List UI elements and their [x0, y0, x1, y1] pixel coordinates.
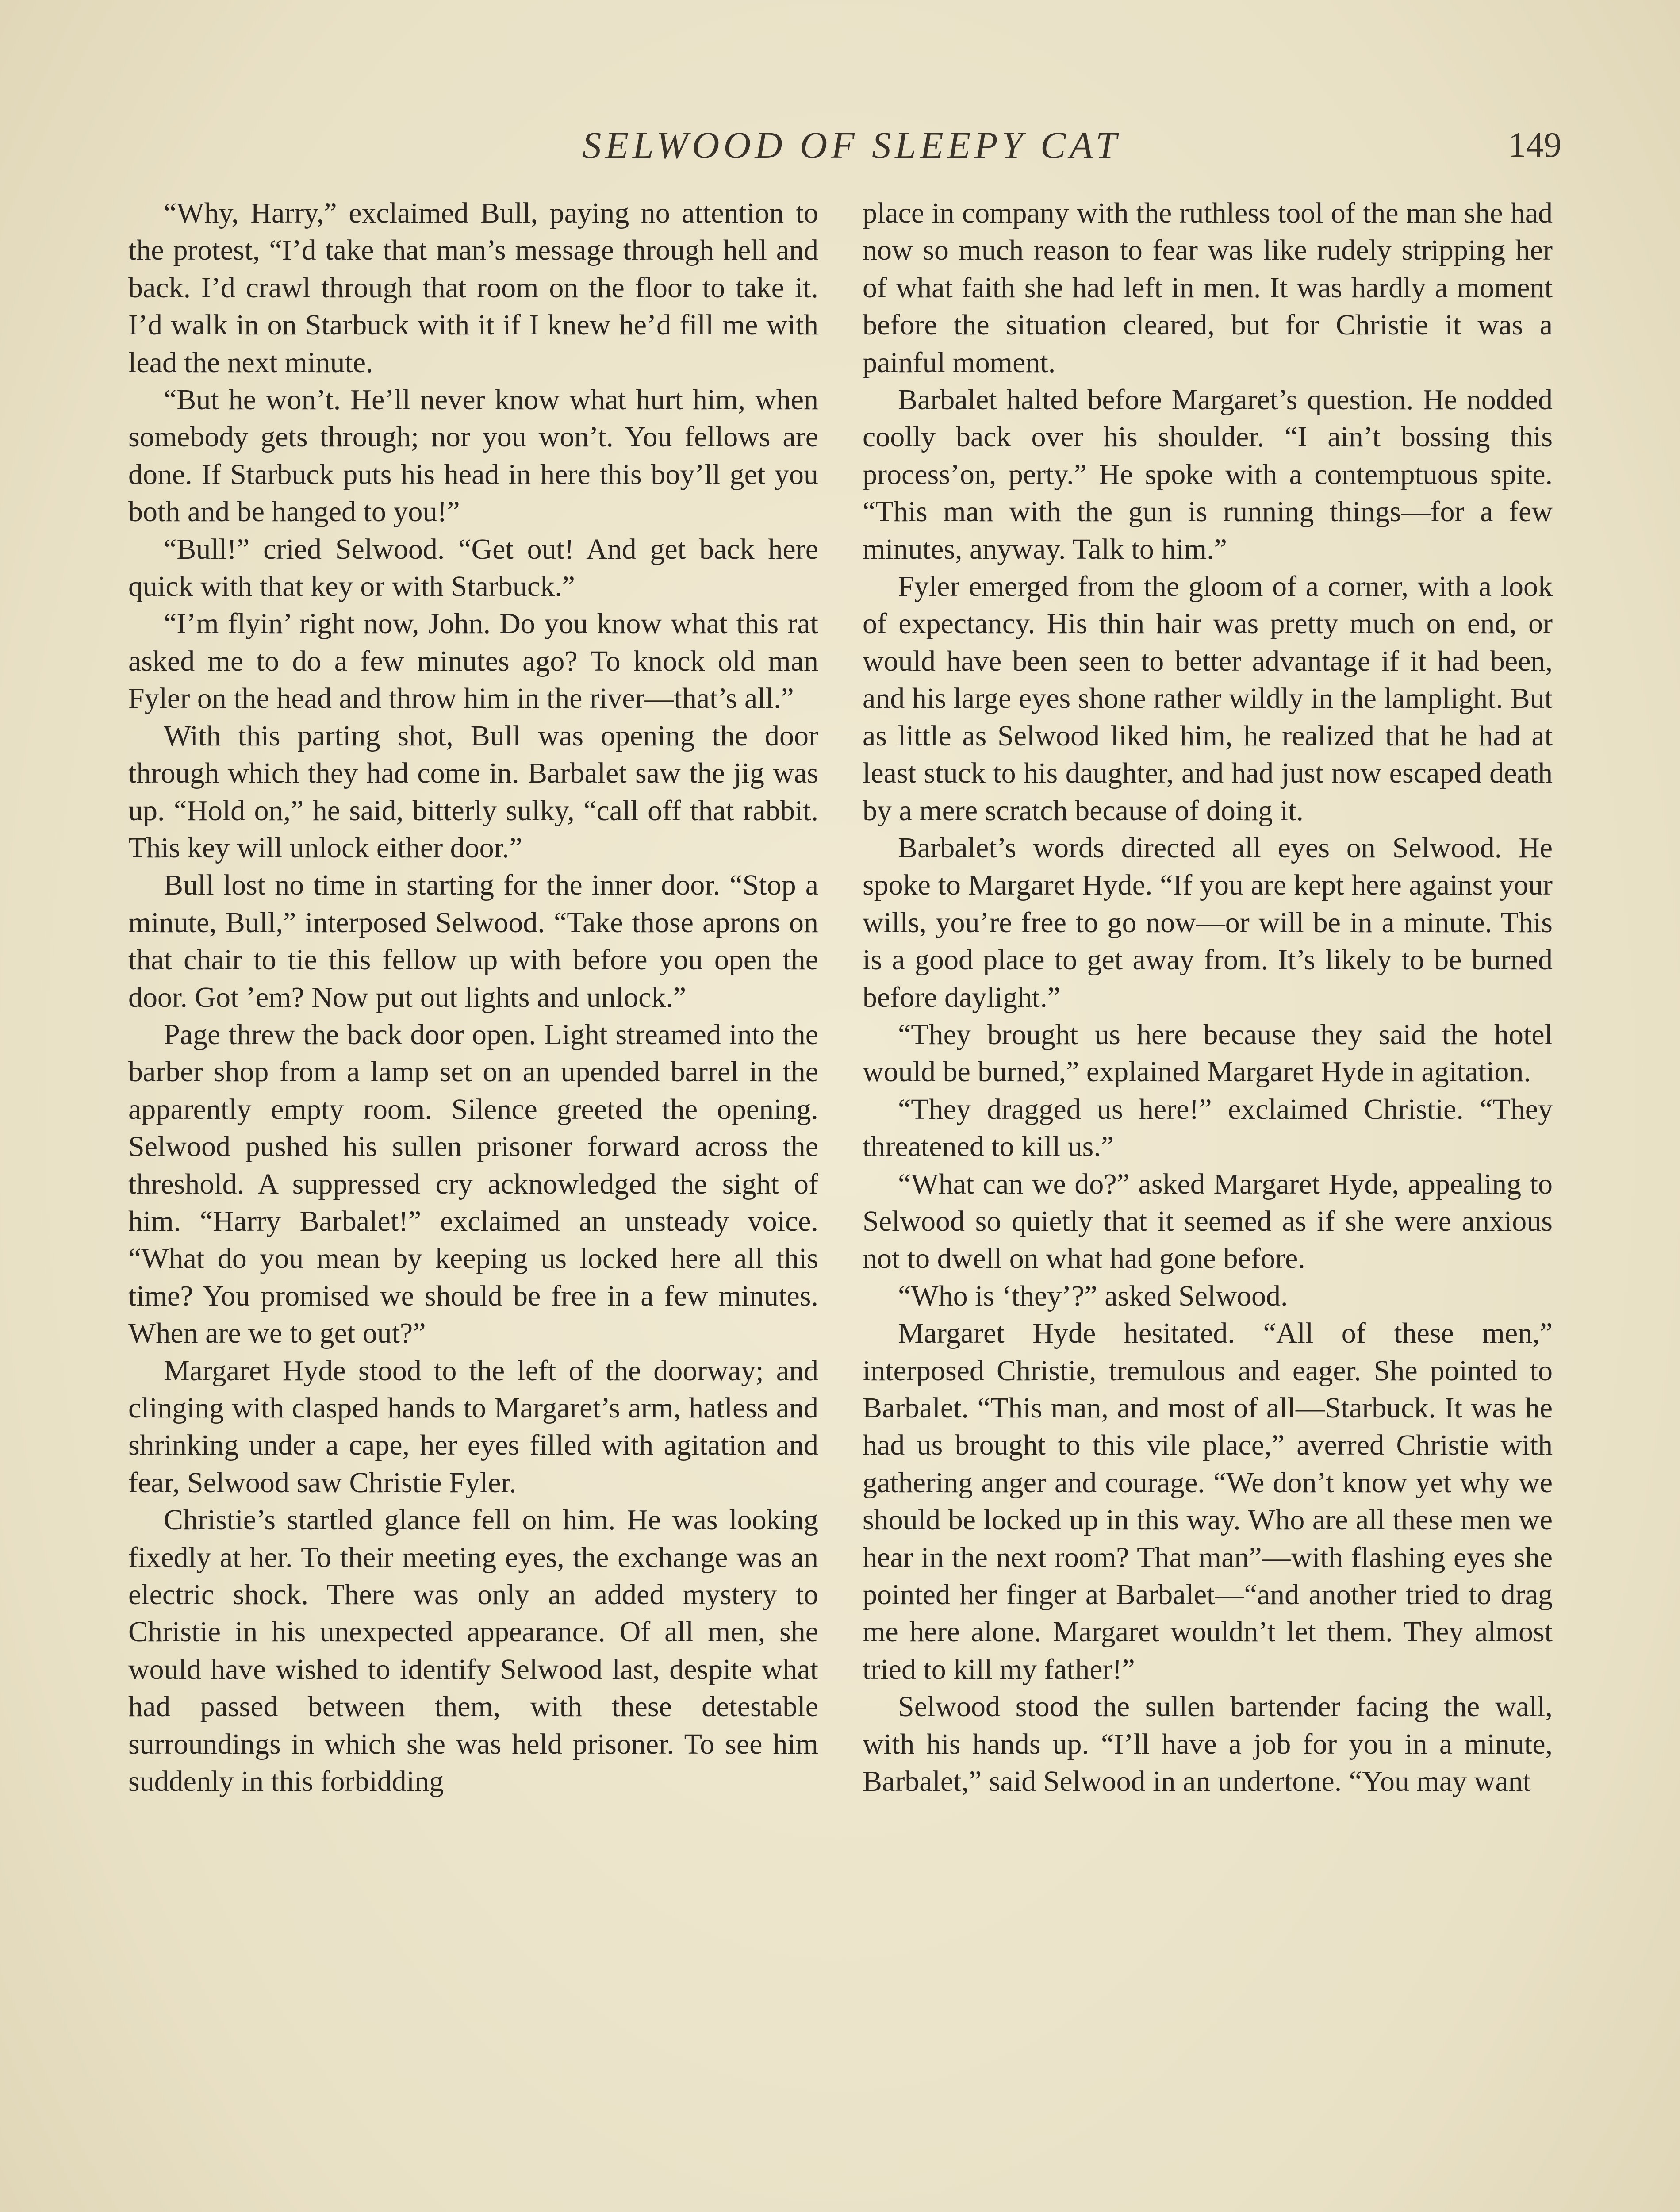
- paragraph: Fyler emerged from the gloom of a corner, with a look of expectancy. His thin hair was pretty much on end, or would have been seen to better advantage if it had been, and his large eyes shone rather wildly in the lamplight. But as little as Selwood liked him, he realized that he had at least stuck to his daughter, and had just now escaped death by a mere scratch because of doing it.: [863, 570, 1553, 827]
- paragraph: Barbalet halted before Margaret’s question. He nodded coolly back over his shoulder. “I ain’t bossing this process’on, perty.” He spoke with a contemptuous spite. “This man with the gun is running things—for a few minutes, anyway. Talk to him.”: [863, 384, 1553, 565]
- paragraph: Margaret Hyde stood to the left of the doorway; and clinging with clasped hands to Margaret’s arm, hatless and shrinking under a cape, her eyes filled with agitation and fear, Selwood saw Christie Fyler.: [128, 1354, 818, 1499]
- right-text-column: [863, 195, 1553, 2212]
- paragraph: Barbalet’s words directed all eyes on Selwood. He spoke to Margaret Hyde. “If you are kept here against your wills, you’re free to go now—or will be in a minute. This is a good place to get away from. It’s likely to be burned before daylight.”: [863, 831, 1553, 1014]
- paragraph: Selwood stood the sullen bartender facing the wall, with his hands up. “I’ll have a job for you in a minute, Barbalet,” said Selwood in an undertone. “You may want: [863, 1690, 1553, 1798]
- paragraph: “What can we do?” asked Margaret Hyde, appealing to Selwood so quietly that it seemed as if she were anxious not to dwell on what had gone before.: [863, 1167, 1553, 1275]
- paragraph: “Bull!” cried Selwood. “Get out! And get back here quick with that key or with Starbuck.”: [128, 533, 818, 603]
- paragraph: “They brought us here because they said the hotel would be burned,” explained Margaret Hyde in agitation.: [863, 1018, 1553, 1088]
- continued-paragraph: place in company with the ruthless tool of the man she had now so much reason to fear was like rudely stripping her of what faith she had left in men. It was hardly a moment before the situation cleared, but for Christie it was a painful moment.: [863, 197, 1553, 379]
- paragraph: “But he won’t. He’ll never know what hurt him, when somebody gets through; nor you won’t. You fellows are done. If Starbuck puts his head in here this boy’ll get you both and be hanged to you!”: [128, 384, 818, 528]
- running-title: SELWOOD OF SLEEPY CAT: [582, 124, 1121, 166]
- paragraph: “They dragged us here!” exclaimed Christie. “They threatened to kill us.”: [863, 1093, 1553, 1163]
- paragraph: “I’m flyin’ right now, John. Do you know what this rat asked me to do a few minutes ago? To knock old man Fyler on the head and throw him in the river—that’s all.”: [128, 607, 818, 715]
- paragraph: Page threw the back door open. Light streamed into the barber shop from a lamp set on an upended barrel in the apparently empty room. Silence greeted the opening. Selwood pushed his sullen prisoner forward across the threshold. A suppressed cry acknowledged the sight of him. “Harry Barbalet!” exclaimed an unsteady voice. “What do you mean by keeping us locked here all this time? You promised we should be free in a few minutes. When are we to get out?”: [128, 1018, 818, 1350]
- paragraph: Margaret Hyde hesitated. “All of these men,” interposed Christie, tremulous and eager. She pointed to Barbalet. “This man, and most of all—Starbuck. It was he had us brought to this vile place,” averred Christie with gathering anger and courage. “We don’t know yet why we should be locked up in this way. Who are all these men we hear in the next room? That man”—with flashing eyes she pointed her finger at Barbalet—“and another tried to drag me here alone. Margaret wouldn’t let them. They almost tried to kill my father!”: [863, 1317, 1553, 1686]
- paragraph: Bull lost no time in starting for the inner door. “Stop a minute, Bull,” interposed Selwood. “Take those aprons on that chair to tie this fellow up with before you open the door. Got ’em? Now put out lights and unlock.”: [128, 869, 818, 1014]
- paragraph: “Who is ‘they’?” asked Selwood.: [898, 1279, 1288, 1312]
- paragraph: Christie’s startled glance fell on him. He was looking fixedly at her. To their meeting eyes, the exchange was an electric shock. There was only an added mystery to Christie in his unexpected appearance. Of all men, she would have wished to identify Selwood last, despite what had passed between them, with these detestable surroundings in which she was held prisoner. To see him suddenly in this forbidding: [128, 1504, 818, 1798]
- paragraph: “Why, Harry,” exclaimed Bull, paying no attention to the protest, “I’d take that man’s message through hell and back. I’d crawl through that room on the floor to take it. I’d walk in on Starbuck with it if I knew he’d fill me with lead the next minute.: [128, 197, 818, 379]
- left-text-column: [128, 195, 818, 2212]
- paragraph: With this parting shot, Bull was opening the door through which they had come in. Barbalet saw the jig was up. “Hold on,” he said, bitterly sulky, “call off that rabbit. This key will unlock either door.”: [128, 719, 818, 864]
- page-header: [0, 119, 1680, 172]
- page-number: 149: [1508, 126, 1561, 165]
